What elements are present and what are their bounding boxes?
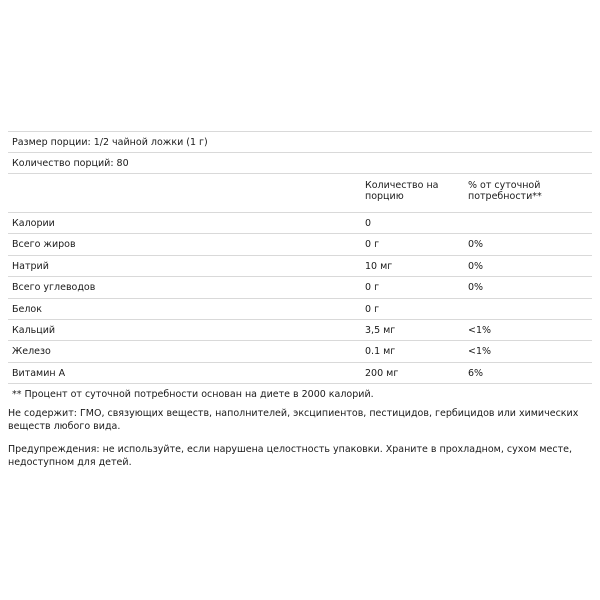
- nutrient-amount: 0 г: [365, 303, 380, 315]
- nutrient-dv: 0%: [468, 260, 484, 272]
- nutrient-row-iron: [8, 341, 592, 362]
- nutrient-row-vitamin-a: [8, 363, 592, 384]
- nutrient-dv: 6%: [468, 367, 484, 379]
- nutrient-name: Всего углеводов: [12, 282, 96, 294]
- nutrient-row-calcium: [8, 320, 592, 341]
- amount-per-serving-header: Количество на порцию: [365, 180, 439, 203]
- servings-count-text: Количество порций: 80: [12, 158, 129, 169]
- nutrient-amount: 0: [365, 218, 372, 229]
- serving-size-text: Размер порции: 1/2 чайной ложки (1 г): [12, 137, 208, 148]
- nutrient-amount: 3,5 мг: [365, 324, 396, 336]
- footnote-row: [8, 384, 592, 405]
- nutrient-amount: 0.1 мг: [365, 346, 396, 358]
- serving-size-row: [8, 132, 592, 153]
- not-contains-text: Не содержит: ГМО, связующих веществ, наполнителей, эксципиентов, пестицидов, гербицидов или химических веществ любого вида.: [8, 408, 579, 432]
- nutrient-name: Кальций: [12, 324, 56, 336]
- nutrient-row-total-carbs: [8, 277, 592, 298]
- nutrient-name: Натрий: [12, 260, 49, 272]
- nutrient-name: Всего жиров: [12, 239, 76, 251]
- daily-value-header: % от суточной потребности**: [468, 180, 542, 203]
- supplement-facts-table: [8, 131, 592, 405]
- nutrient-row-protein: [8, 299, 592, 320]
- nutrient-name: Белок: [12, 303, 42, 315]
- nutrient-amount: 0 г: [365, 239, 380, 251]
- nutrient-name: Калории: [12, 218, 55, 229]
- servings-count-row: [8, 153, 592, 174]
- nutrient-dv: 0%: [468, 239, 484, 251]
- nutrient-row-total-fat: [8, 234, 592, 255]
- nutrient-dv: <1%: [468, 324, 492, 336]
- table-header-row: [8, 174, 592, 213]
- daily-value-footnote: ** Процент от суточной потребности основан на диете в 2000 калорий.: [12, 389, 374, 401]
- nutrient-amount: 200 мг: [365, 367, 399, 379]
- nutrient-dv: <1%: [468, 346, 492, 358]
- nutrient-row-sodium: [8, 256, 592, 277]
- nutrient-name: Железо: [12, 346, 51, 358]
- warnings-text: Предупреждения: не используйте, если нарушена целостность упаковки. Храните в прохладном, сухом месте, недоступном для детей.: [8, 444, 572, 468]
- nutrient-amount: 10 мг: [365, 260, 393, 272]
- nutrient-row-calories: [8, 213, 592, 234]
- nutrient-dv: 0%: [468, 282, 484, 294]
- nutrient-amount: 0 г: [365, 282, 380, 294]
- nutrient-name: Витамин А: [12, 367, 66, 379]
